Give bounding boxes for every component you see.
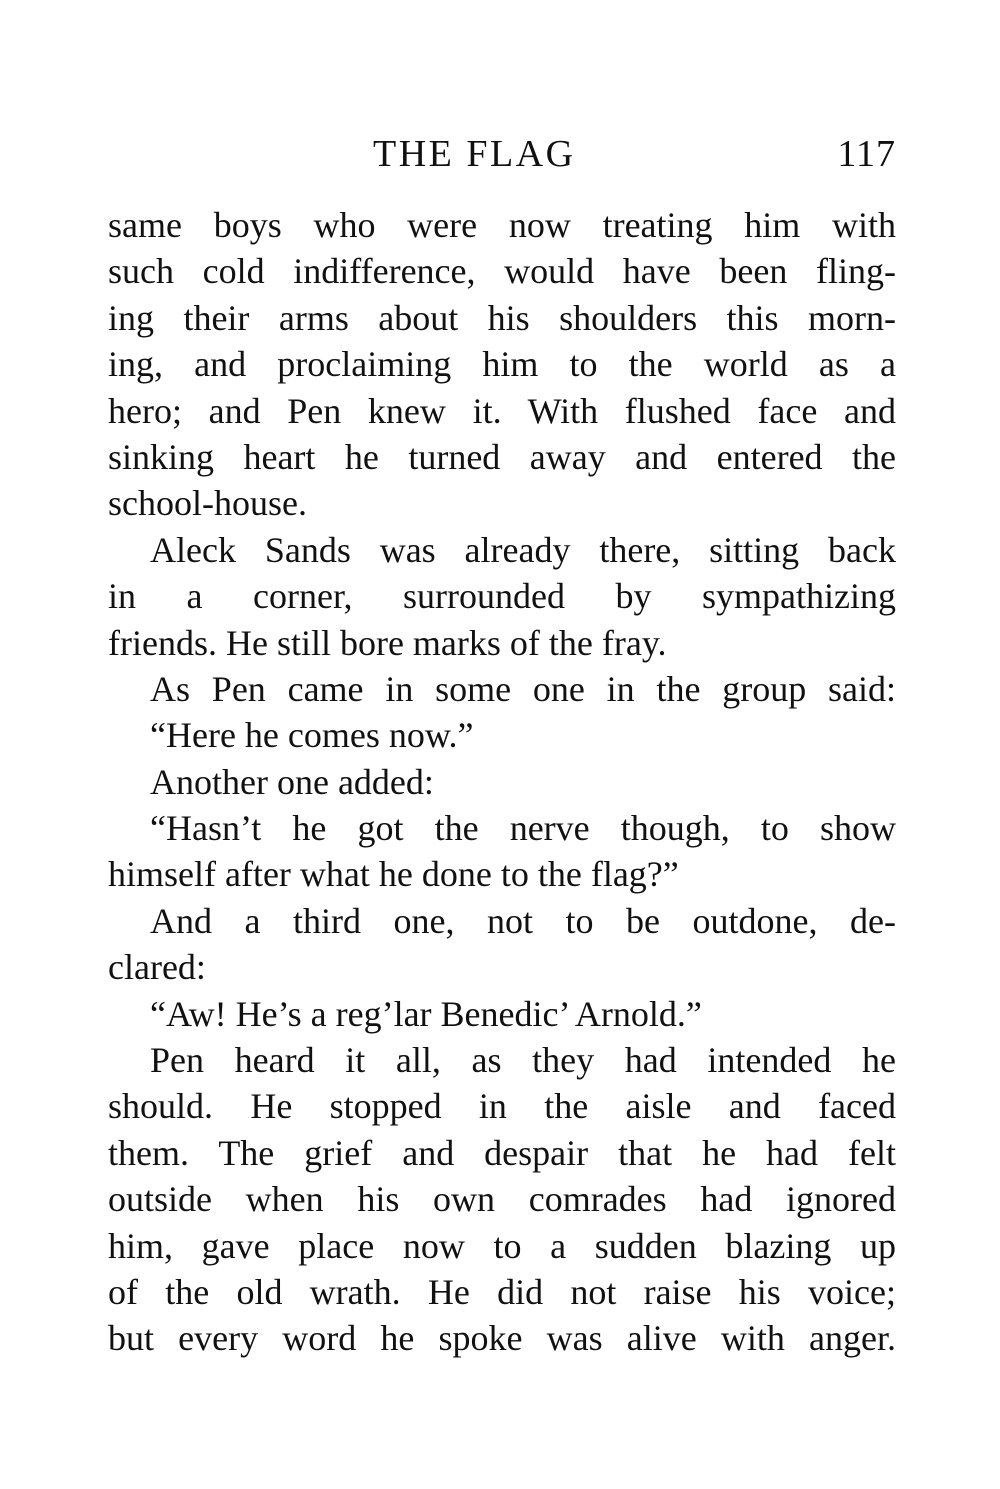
text-line: him, gave place now to a sudden blazing up <box>108 1225 896 1266</box>
running-title: THE FLAG <box>373 133 576 175</box>
text-line: As Pen came in some one in the group said: <box>150 668 896 709</box>
text-line: friends. He still bore marks of the fray. <box>108 622 667 663</box>
text-line: “Hasn’t he got the nerve though, to show <box>150 808 896 849</box>
text-line: hero; and Pen knew it. With flushed face and <box>108 390 896 431</box>
text-line: but every word he spoke was alive with anger. <box>108 1318 896 1359</box>
text-line: “Here he comes now.” <box>150 715 474 756</box>
text-line: sinking heart he turned away and entered the <box>108 436 896 477</box>
running-head <box>108 128 896 180</box>
text-line: ing their arms about his shoulders this morn- <box>108 297 896 338</box>
text-line: should. He stopped in the aisle and faced <box>108 1086 896 1127</box>
text-line: outside when his own comrades had ignored <box>108 1179 896 1220</box>
text-line: such cold indifference, would have been fling- <box>108 251 896 292</box>
text-line: Another one added: <box>150 761 434 802</box>
text-line: Aleck Sands was already there, sitting back <box>150 529 896 570</box>
text-line: clared: <box>108 947 206 988</box>
page-number: 117 <box>837 133 896 175</box>
text-line: school-house. <box>108 483 307 524</box>
text-line: “Aw! He’s a reg’lar Benedic’ Arnold.” <box>150 993 702 1034</box>
book-page <box>108 128 896 1362</box>
text-line: himself after what he done to the flag?” <box>108 854 679 895</box>
text-line: same boys who were now treating him with <box>108 205 896 245</box>
text-line: them. The grief and despair that he had felt <box>108 1132 896 1173</box>
text-line: Pen heard it all, as they had intended he <box>150 1040 896 1081</box>
text-line: in a corner, surrounded by sympathizing <box>108 576 896 617</box>
text-line: of the old wrath. He did not raise his voice; <box>108 1271 896 1312</box>
text-line: And a third one, not to be outdone, de- <box>150 900 896 941</box>
text-line: ing, and proclaiming him to the world as a <box>108 344 896 385</box>
body-text <box>108 202 896 1362</box>
